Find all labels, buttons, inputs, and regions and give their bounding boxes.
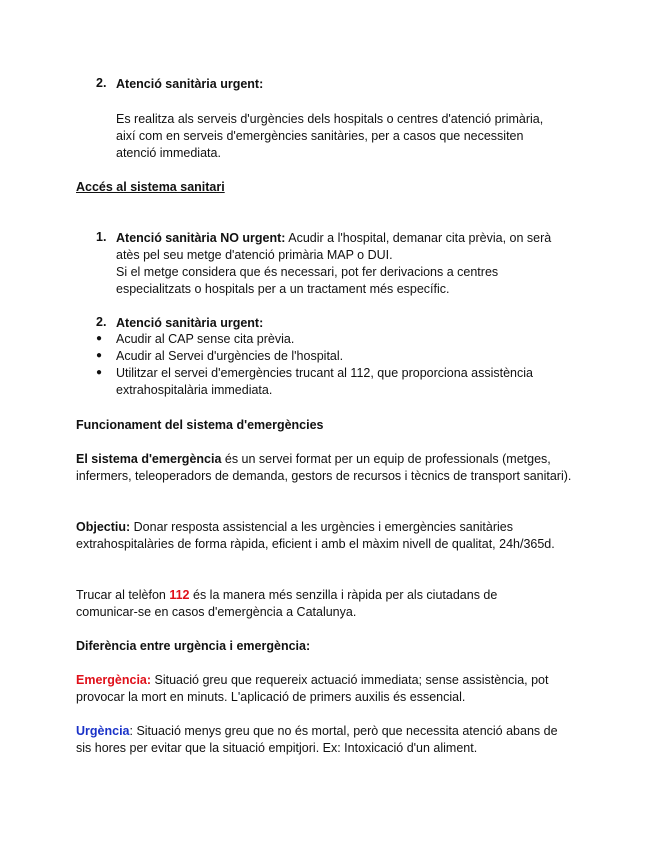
objective-text: Donar resposta assistencial a les urgències i emergències sanitàries extrahospitalàries de forma ràpida, eficient i amb el màxim nivell de qualitat, 24h/365d. — [76, 520, 555, 551]
call-text-post: és la manera més senzilla i ràpida per als ciutadans de comunicar-se en casos d'emergència a Catalunya. — [76, 588, 498, 619]
emergency-term: Emergència: — [76, 673, 152, 687]
definition-term: El sistema d'emergència — [76, 452, 222, 466]
item-text-derivation: Si el metge considera que és necessari, pot fer derivacions a centres especialitzats o hospitals per a un tractament més específic. — [116, 265, 499, 296]
phone-number-112: 112 — [169, 588, 190, 602]
definition-text: és un servei format per un equip de professionals (metges, infermers, teleoperadors de demanda, gestors de recursos i tècnics de transport sanitari). — [76, 452, 572, 483]
urgency-text: : Situació menys greu que no és mortal, però que necessita atenció abans de sis hores per evitar que la situació empitjori. Ex: Intoxicació d'un aliment. — [76, 724, 558, 755]
emergency-objective — [76, 519, 576, 553]
urgency-term: Urgència — [76, 724, 130, 738]
emergency-text: Situació greu que requereix actuació immediata; sense assistència, pot provocar la mort en minuts. L'aplicació de primers auxilis és essencial. — [76, 673, 549, 704]
list-item: Acudir al CAP sense cita prèvia. — [116, 332, 295, 346]
item-body-urgent: Es realitza als serveis d'urgències dels hospitals o centres d'atenció primària, així com en serveis d'emergències sanitàries, per a casos que necessiten atenció immediata. — [116, 112, 544, 160]
list-number: 1. — [96, 230, 107, 244]
bullet-icon: ● — [96, 333, 103, 344]
item-title-non-urgent: Atenció sanitària NO urgent: — [116, 231, 286, 245]
difference-heading: Diferència entre urgència i emergència: — [76, 639, 311, 653]
emergency-definition — [76, 451, 576, 485]
emergency-heading: Funcionament del sistema d'emergències — [76, 418, 324, 432]
item-title-urgent-access: Atenció sanitària urgent: — [116, 316, 264, 330]
list-number: 2. — [96, 76, 107, 90]
objective-term: Objectiu: — [76, 520, 131, 534]
access-heading: Accés al sistema sanitari — [76, 180, 225, 194]
list-number: 2. — [96, 315, 107, 329]
call-112 — [76, 587, 546, 621]
item-text-non-urgent: Acudir a l'hospital, demanar cita prèvia, on serà atès pel seu metge d'atenció primària MAP o DUI. — [116, 231, 552, 262]
list-item: Acudir al Servei d'urgències de l'hospital. — [116, 349, 344, 363]
list-item: Utilitzar el servei d'emergències trucant al 112, que proporciona assistència extrahospitalària immediata. — [116, 366, 533, 397]
bullet-icon: ● — [96, 367, 103, 378]
item-non-urgent — [116, 230, 571, 264]
call-text-pre: Trucar al telèfon — [76, 588, 170, 602]
bullet-icon: ● — [96, 350, 103, 361]
item-title-urgent: Atenció sanitària urgent: — [116, 77, 264, 91]
emergency-definition-item — [76, 672, 566, 706]
urgency-definition-item — [76, 723, 576, 757]
